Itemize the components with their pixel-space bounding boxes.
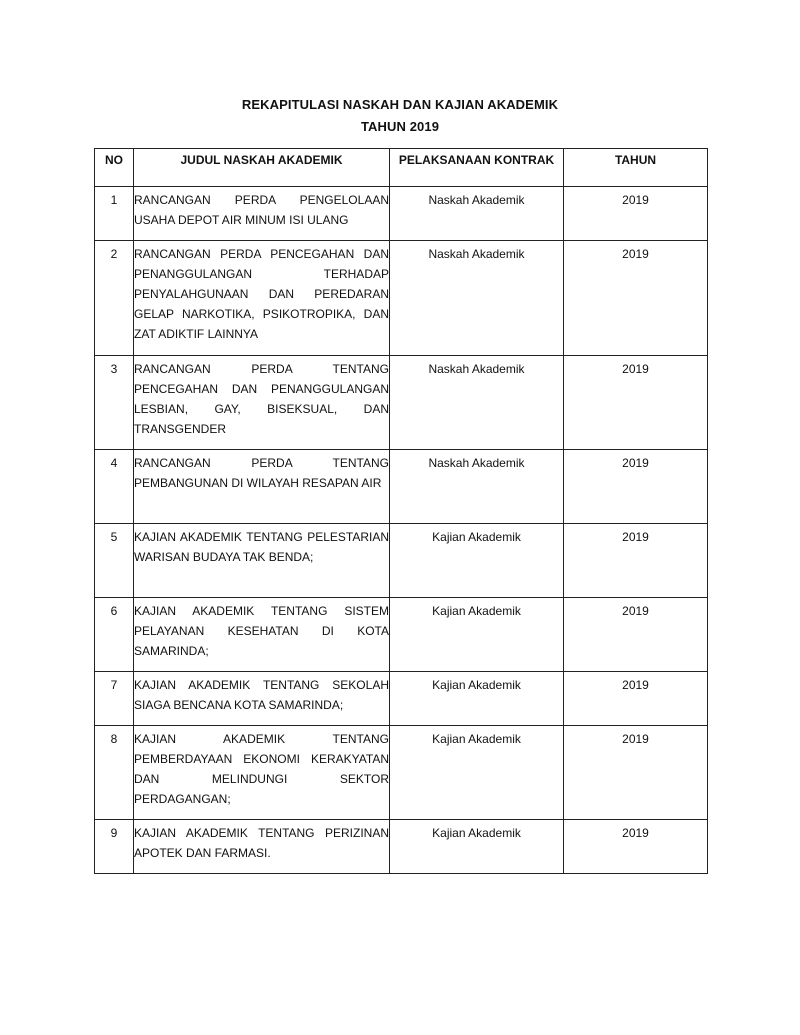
cell-judul: RANCANGAN PERDA TENTANG PEMBANGUNAN DI WILAYAH RESAPAN AIR bbox=[134, 450, 390, 524]
cell-tahun: 2019 bbox=[564, 672, 708, 726]
table-row bbox=[95, 726, 708, 820]
header-judul: JUDUL NASKAH AKADEMIK bbox=[134, 149, 390, 187]
cell-pelaksanaan: Naskah Akademik bbox=[390, 187, 564, 241]
table-row bbox=[95, 672, 708, 726]
cell-judul: KAJIAN AKADEMIK TENTANG PELESTARIAN WARISAN BUDAYA TAK BENDA; bbox=[134, 524, 390, 598]
cell-no: 2 bbox=[95, 241, 134, 356]
cell-no: 4 bbox=[95, 450, 134, 524]
table-row bbox=[95, 820, 708, 874]
recap-table bbox=[94, 148, 708, 874]
cell-judul: RANCANGAN PERDA TENTANG PENCEGAHAN DAN PENANGGULANGAN LESBIAN, GAY, BISEKSUAL, DAN TRANSGENDER bbox=[134, 356, 390, 450]
header-no: NO bbox=[95, 149, 134, 187]
cell-no: 1 bbox=[95, 187, 134, 241]
cell-pelaksanaan: Kajian Akademik bbox=[390, 726, 564, 820]
cell-pelaksanaan: Naskah Akademik bbox=[390, 356, 564, 450]
table-row bbox=[95, 187, 708, 241]
cell-judul: RANCANGAN PERDA PENCEGAHAN DAN PENANGGULANGAN TERHADAP PENYALAHGUNAAN DAN PEREDARAN GELAP NARKOTIKA, PSIKOTROPIKA, DAN ZAT ADIKTIF LAINNYA bbox=[134, 241, 390, 356]
table-row bbox=[95, 524, 708, 598]
cell-no: 3 bbox=[95, 356, 134, 450]
table-row bbox=[95, 356, 708, 450]
table-row bbox=[95, 450, 708, 524]
cell-pelaksanaan: Naskah Akademik bbox=[390, 450, 564, 524]
cell-no: 8 bbox=[95, 726, 134, 820]
cell-tahun: 2019 bbox=[564, 356, 708, 450]
cell-no: 6 bbox=[95, 598, 134, 672]
cell-judul: KAJIAN AKADEMIK TENTANG PERIZINAN APOTEK DAN FARMASI. bbox=[134, 820, 390, 874]
cell-tahun: 2019 bbox=[564, 187, 708, 241]
table-row bbox=[95, 598, 708, 672]
table-row bbox=[95, 241, 708, 356]
table-header-row bbox=[95, 149, 708, 187]
cell-no: 5 bbox=[95, 524, 134, 598]
cell-no: 7 bbox=[95, 672, 134, 726]
header-pelaksanaan: PELAKSANAAN KONTRAK bbox=[390, 149, 564, 187]
header-tahun: TAHUN bbox=[564, 149, 708, 187]
cell-judul: RANCANGAN PERDA PENGELOLAAN USAHA DEPOT AIR MINUM ISI ULANG bbox=[134, 187, 390, 241]
cell-tahun: 2019 bbox=[564, 820, 708, 874]
cell-pelaksanaan: Kajian Akademik bbox=[390, 820, 564, 874]
document-title: REKAPITULASI NASKAH DAN KAJIAN AKADEMIK bbox=[241, 97, 559, 112]
cell-pelaksanaan: Naskah Akademik bbox=[390, 241, 564, 356]
cell-tahun: 2019 bbox=[564, 726, 708, 820]
cell-tahun: 2019 bbox=[564, 241, 708, 356]
cell-tahun: 2019 bbox=[564, 450, 708, 524]
cell-judul: KAJIAN AKADEMIK TENTANG SISTEM PELAYANAN KESEHATAN DI KOTA SAMARINDA; bbox=[134, 598, 390, 672]
cell-tahun: 2019 bbox=[564, 524, 708, 598]
cell-no: 9 bbox=[95, 820, 134, 874]
cell-tahun: 2019 bbox=[564, 598, 708, 672]
cell-pelaksanaan: Kajian Akademik bbox=[390, 598, 564, 672]
cell-pelaksanaan: Kajian Akademik bbox=[390, 524, 564, 598]
cell-judul: KAJIAN AKADEMIK TENTANG SEKOLAH SIAGA BENCANA KOTA SAMARINDA; bbox=[134, 672, 390, 726]
cell-pelaksanaan: Kajian Akademik bbox=[390, 672, 564, 726]
cell-judul: KAJIAN AKADEMIK TENTANG PEMBERDAYAAN EKONOMI KERAKYATAN DAN MELINDUNGI SEKTOR PERDAGANGAN; bbox=[134, 726, 390, 820]
document-subtitle: TAHUN 2019 bbox=[360, 119, 440, 134]
